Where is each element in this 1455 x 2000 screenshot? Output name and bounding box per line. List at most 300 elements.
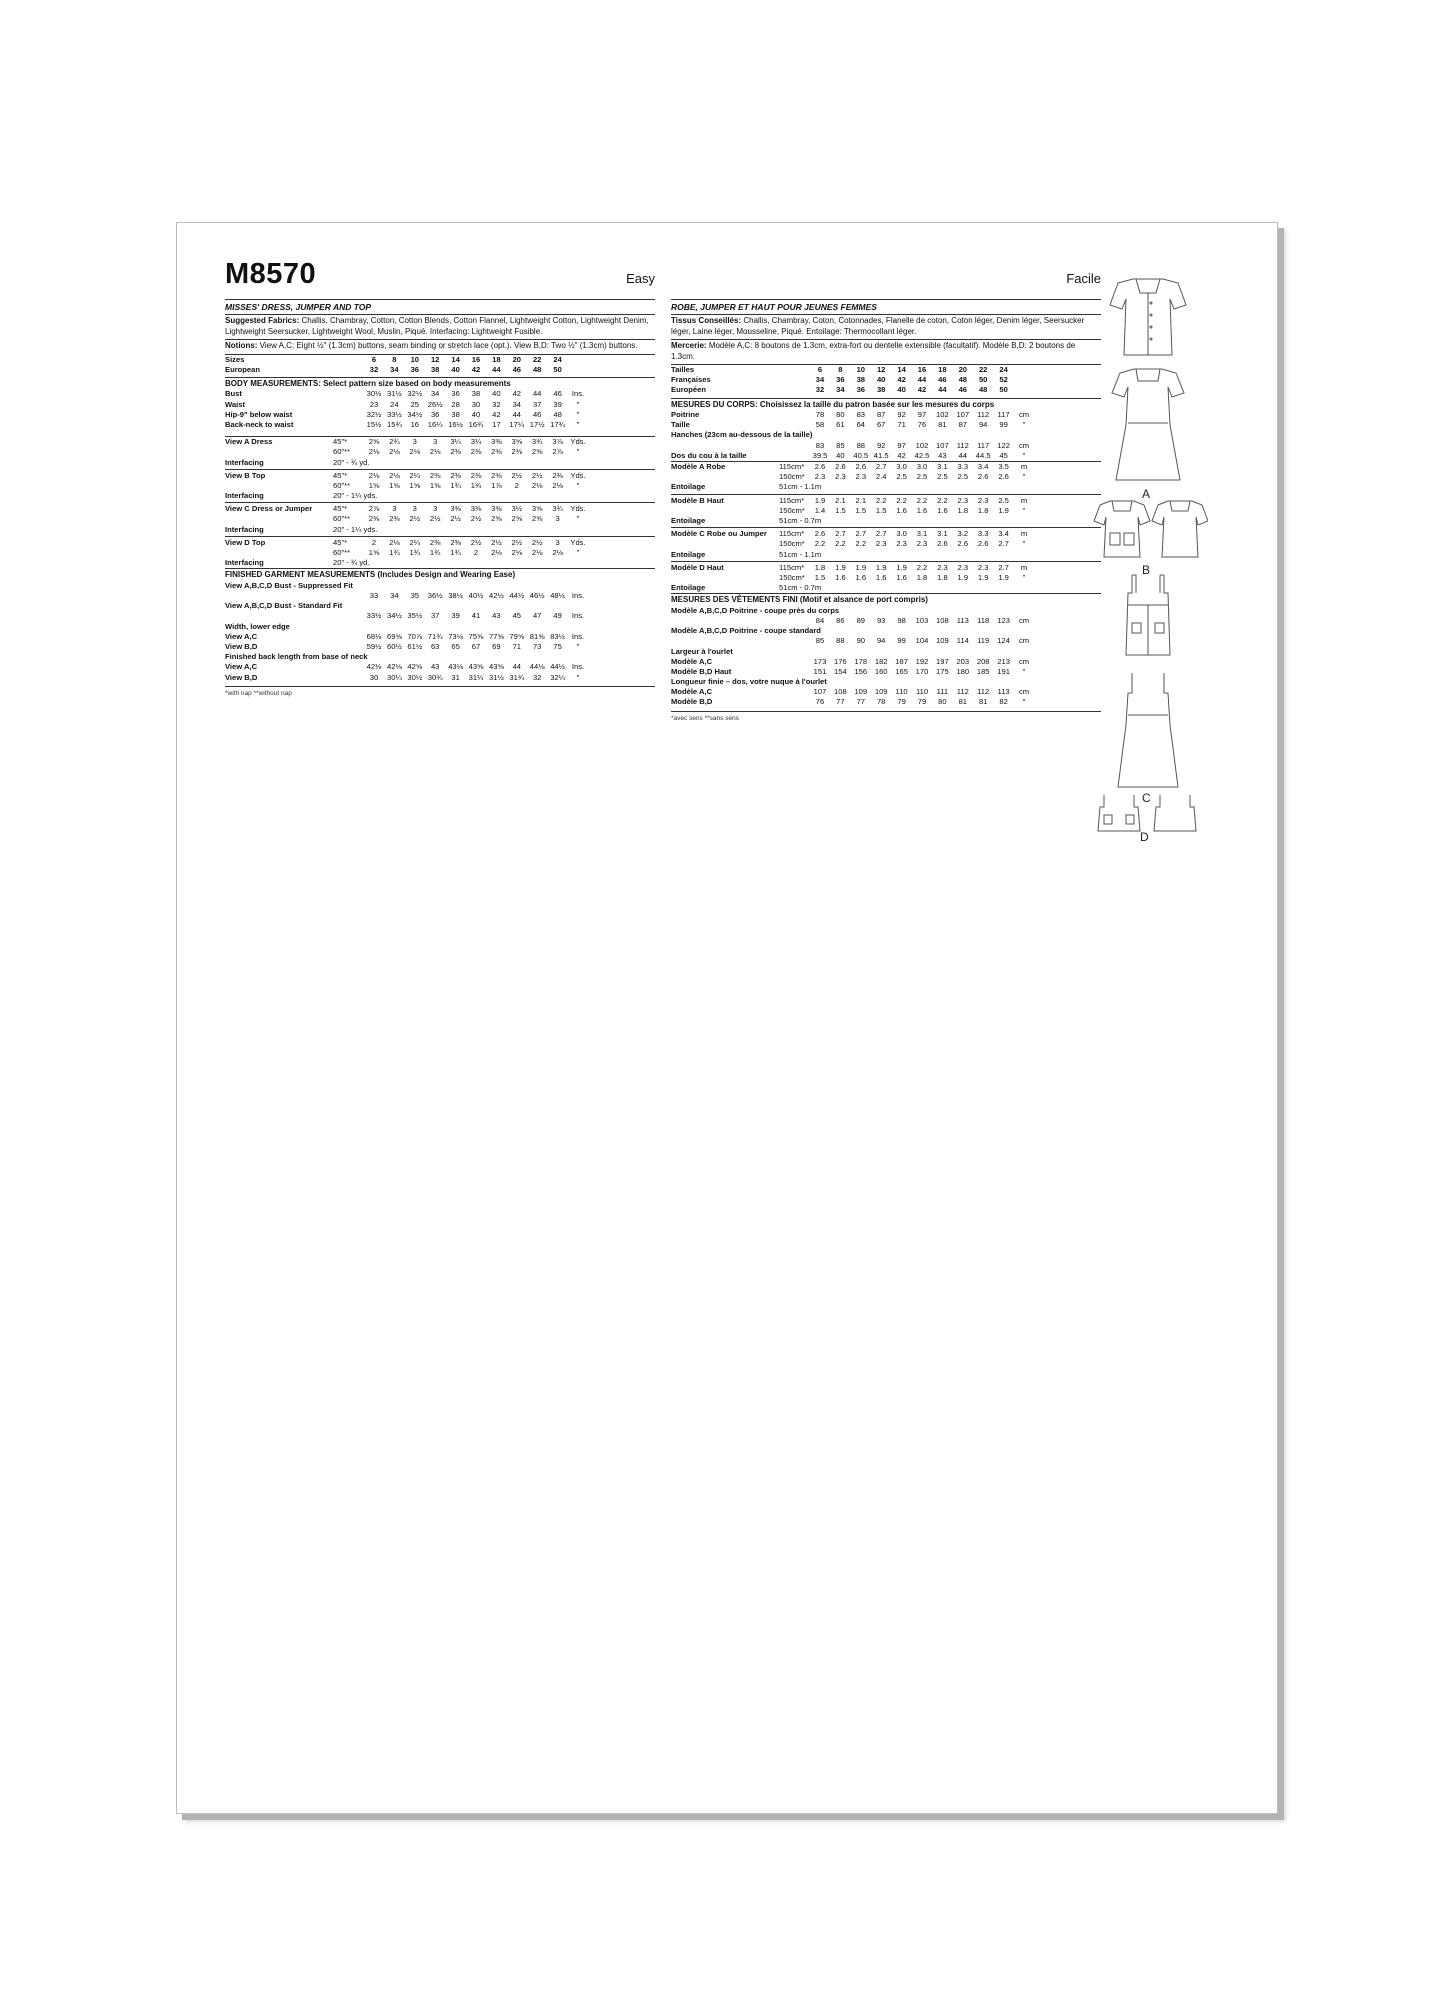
cell-value: 3 bbox=[555, 514, 560, 524]
cell-value: 44 bbox=[532, 389, 542, 399]
cell-value: 20 bbox=[512, 354, 522, 364]
cell-value: 156 bbox=[854, 666, 868, 676]
cell-value: 2⅝ bbox=[531, 447, 543, 457]
cell-value: 78 bbox=[815, 410, 825, 420]
cell-value: 46 bbox=[938, 375, 947, 385]
table-row bbox=[671, 420, 1101, 430]
cell-value: 20 bbox=[958, 365, 968, 374]
cell-value: 2⅛ bbox=[389, 537, 400, 547]
cell-value: 2⅛ bbox=[552, 480, 563, 490]
cell-value: 77⅝ bbox=[489, 631, 504, 641]
cell-value: 43⅝ bbox=[489, 662, 504, 672]
cell-value: 34 bbox=[430, 389, 440, 399]
cell-value: 3.1 bbox=[937, 529, 948, 539]
cell-value: 1¾ bbox=[470, 480, 482, 490]
cell-value: 2.2 bbox=[916, 495, 928, 505]
cell-value: 32 bbox=[532, 672, 542, 682]
cell-value: 1⅝ bbox=[368, 480, 380, 490]
cell-value: 3¼ bbox=[450, 437, 461, 447]
table-row bbox=[225, 514, 655, 524]
cell-value: 18 bbox=[492, 354, 501, 364]
cell-value: Ins. bbox=[571, 662, 585, 672]
cell-value: 36 bbox=[856, 385, 866, 395]
cell-value: 40 bbox=[897, 385, 906, 395]
cell-value: 71 bbox=[897, 420, 906, 430]
cell-value: 44.5 bbox=[975, 450, 991, 460]
cell-value: " bbox=[576, 399, 580, 409]
cell-value: 46 bbox=[958, 385, 968, 395]
view-label-d: D bbox=[1140, 830, 1149, 844]
cell-value: 94 bbox=[876, 636, 886, 646]
cell-value: 2⅝ bbox=[491, 514, 502, 524]
cell-value: 93 bbox=[876, 615, 886, 625]
cell-value: 76 bbox=[815, 697, 825, 707]
cell-value: 32 bbox=[492, 399, 501, 409]
cell-value: 47 bbox=[532, 611, 542, 621]
row-unit: 20" - 1¼ yds. bbox=[333, 491, 378, 501]
cell-value: 2⅛ bbox=[552, 548, 563, 557]
cell-value: 36 bbox=[410, 364, 420, 374]
table-row bbox=[671, 430, 1101, 440]
cell-value: 108 bbox=[936, 615, 949, 625]
cell-value: 22 bbox=[532, 354, 542, 364]
cell-value: 81⅝ bbox=[529, 631, 545, 641]
cell-value: 75⅝ bbox=[468, 631, 484, 641]
cell-value: 2.4 bbox=[875, 472, 887, 482]
cell-value: 3⅜ bbox=[491, 437, 502, 447]
cell-value: 50 bbox=[978, 375, 988, 385]
cell-value: 3 bbox=[412, 504, 417, 514]
cell-value: 3 bbox=[433, 504, 438, 514]
cell-value: 114 bbox=[956, 636, 969, 646]
body-measurements-table bbox=[225, 389, 655, 430]
cell-value: 2⅜ bbox=[450, 447, 461, 457]
cell-value: 16½ bbox=[448, 419, 463, 429]
cell-value: 2.6 bbox=[814, 529, 826, 539]
table-row bbox=[225, 491, 655, 501]
cell-value: 71¾ bbox=[427, 631, 443, 641]
cell-value: 102 bbox=[915, 440, 929, 450]
table-row bbox=[671, 616, 1101, 626]
cell-value: 84 bbox=[815, 615, 825, 625]
cell-value: 44 bbox=[938, 385, 947, 395]
cell-value: " bbox=[1022, 450, 1026, 460]
cell-value: 1.4 bbox=[814, 505, 826, 515]
cell-value: cm bbox=[1018, 440, 1030, 450]
cell-value: 50 bbox=[999, 385, 1008, 395]
cell-value: 41.5 bbox=[873, 450, 889, 460]
table-row bbox=[671, 375, 1101, 385]
row-label: View C Dress or Jumper bbox=[225, 504, 313, 514]
cell-value: 83 bbox=[856, 410, 866, 420]
cell-value: cm bbox=[1018, 410, 1030, 420]
cell-value: 2.3 bbox=[957, 495, 969, 505]
cell-value: 2½ bbox=[409, 514, 421, 524]
cell-value: 40½ bbox=[468, 591, 484, 601]
row-label: Modèle A,C bbox=[671, 687, 713, 697]
cell-value: 79⅝ bbox=[509, 631, 525, 641]
row-label: Modèle A,B,C,D Poitrine - coupe près du corps bbox=[671, 605, 840, 615]
cell-value: 3⅞ bbox=[552, 437, 563, 447]
cell-value: 71 bbox=[512, 642, 522, 651]
cell-value: 88 bbox=[856, 440, 866, 450]
cell-value: " bbox=[576, 409, 580, 419]
cell-value: 176 bbox=[834, 656, 847, 666]
row-label: Françaises bbox=[671, 375, 711, 385]
cell-value: 2.2 bbox=[835, 539, 846, 549]
cell-value: 2.3 bbox=[937, 562, 948, 572]
cell-value: " bbox=[1022, 539, 1026, 549]
cell-value: 40 bbox=[471, 409, 481, 419]
cell-value: 185 bbox=[976, 666, 990, 676]
cell-value: 2⅛ bbox=[511, 548, 523, 557]
cell-value: 187 bbox=[895, 656, 908, 666]
cell-value: 41 bbox=[471, 611, 481, 621]
table-row bbox=[671, 516, 1101, 526]
view-a-dress-back bbox=[1112, 369, 1184, 480]
cell-value: 2⅛ bbox=[491, 548, 502, 557]
cell-value: 43 bbox=[938, 450, 947, 460]
english-column bbox=[225, 258, 655, 697]
row-label: Interfacing bbox=[225, 558, 264, 568]
cell-value: 35 bbox=[410, 591, 420, 601]
row-unit: 20" - ¾ yd. bbox=[333, 558, 370, 568]
cell-value: 108 bbox=[834, 687, 847, 697]
table-row bbox=[225, 504, 655, 514]
cell-value: 112 bbox=[956, 440, 969, 450]
cell-value: 2.6 bbox=[814, 462, 826, 471]
finished-measurements-title-fr: MESURES DES VÊTEMENTS FINI (Motif et alsance de port compris) bbox=[671, 595, 928, 605]
cell-value: 102 bbox=[936, 410, 949, 420]
cell-value: 3⅜ bbox=[491, 504, 502, 514]
cell-value: 42⅛ bbox=[366, 662, 382, 672]
cell-value: " bbox=[576, 672, 580, 682]
row-unit: 45"* bbox=[333, 437, 348, 447]
cell-value: 89 bbox=[856, 615, 866, 625]
cell-value: 39.5 bbox=[812, 450, 828, 460]
cell-value: cm bbox=[1018, 656, 1030, 666]
table-row bbox=[225, 652, 655, 662]
row-unit: 115cm* bbox=[779, 529, 805, 539]
cell-value: 110 bbox=[895, 687, 908, 697]
cell-value: 16 bbox=[471, 354, 481, 364]
table-row bbox=[671, 365, 1101, 375]
cell-value: 24 bbox=[999, 365, 1008, 374]
cell-value: 44 bbox=[512, 409, 522, 419]
cell-value: 44 bbox=[958, 450, 968, 460]
cell-value: 36½ bbox=[427, 591, 443, 601]
cell-value: 38 bbox=[430, 364, 440, 374]
cell-value: 1.5 bbox=[835, 505, 846, 515]
row-label: Dos du cou à la taille bbox=[671, 450, 747, 460]
cell-value: 2.6 bbox=[977, 539, 989, 549]
finished-measurements-table bbox=[225, 581, 655, 683]
cell-value: 43⅝ bbox=[468, 662, 484, 672]
cell-value: 119 bbox=[977, 636, 990, 646]
cell-value: 88 bbox=[836, 636, 845, 646]
cell-value: 69 bbox=[492, 642, 501, 651]
cell-value: 69⅝ bbox=[387, 631, 402, 641]
cell-value: " bbox=[576, 514, 580, 524]
cell-value: 1.6 bbox=[835, 572, 846, 582]
cell-value: 86 bbox=[836, 615, 845, 625]
row-label: Européen bbox=[671, 385, 707, 395]
row-label: Width, lower edge bbox=[225, 621, 290, 631]
cell-value: 117 bbox=[997, 410, 1010, 420]
row-label: Entoilage bbox=[671, 482, 706, 492]
cell-value: 48 bbox=[978, 385, 988, 395]
cell-value: 107 bbox=[813, 687, 827, 697]
table-row bbox=[671, 677, 1101, 687]
cell-value: 49 bbox=[553, 611, 562, 621]
row-label: View B,D bbox=[225, 642, 258, 651]
cell-value: 170 bbox=[915, 666, 929, 676]
cell-value: 109 bbox=[854, 687, 868, 697]
size-table-fr bbox=[671, 365, 1101, 396]
cell-value: " bbox=[1022, 505, 1026, 515]
cell-value: 1.9 bbox=[875, 562, 887, 572]
cell-value: 1⅝ bbox=[409, 480, 421, 490]
cell-value: Ins. bbox=[571, 389, 585, 399]
cell-value: 33 bbox=[369, 591, 379, 601]
table-row bbox=[671, 506, 1101, 516]
body-measurements-title-fr: MESURES DU CORPS: Choisissez la taille du patron basée sur les mesures du corps bbox=[671, 399, 995, 409]
cell-value: 2 bbox=[371, 537, 377, 547]
cell-value: 12 bbox=[876, 365, 886, 374]
row-unit: 150cm* bbox=[779, 472, 805, 482]
cell-value: 1.6 bbox=[916, 505, 928, 515]
cell-value: 2.5 bbox=[896, 472, 907, 482]
cell-value: 32 bbox=[815, 385, 825, 395]
cell-value: 34 bbox=[390, 591, 399, 601]
cell-value: 113 bbox=[956, 615, 969, 625]
cell-value: 8 bbox=[392, 354, 397, 364]
finished-measurements-title: FINISHED GARMENT MEASUREMENTS (Includes Design and Wearing Ease) bbox=[225, 570, 516, 580]
cell-value: 67 bbox=[876, 420, 886, 430]
cell-value: 40 bbox=[451, 364, 460, 374]
cell-value: 30 bbox=[369, 672, 379, 682]
cell-value: 30½ bbox=[407, 672, 423, 682]
cell-value: 1.9 bbox=[814, 495, 826, 505]
table-row bbox=[225, 673, 655, 683]
cell-value: 8 bbox=[838, 365, 843, 374]
cell-value: 34 bbox=[512, 399, 522, 409]
cell-value: cm bbox=[1018, 615, 1030, 625]
cell-value: 180 bbox=[956, 666, 970, 676]
row-unit: 150cm* bbox=[779, 505, 805, 515]
cell-value: 109 bbox=[874, 687, 888, 697]
cell-value: 1.6 bbox=[855, 572, 867, 582]
pattern-title-fr: ROBE, JUMPER ET HAUT POUR JEUNES FEMMES bbox=[671, 302, 877, 312]
cell-value: 1.8 bbox=[977, 505, 989, 515]
table-row bbox=[225, 355, 655, 365]
row-unit: 20" - ¾ yd. bbox=[333, 457, 370, 467]
cell-value: 44⅛ bbox=[529, 662, 545, 672]
cell-value: 2.1 bbox=[835, 495, 846, 505]
cell-value: 2.3 bbox=[977, 495, 989, 505]
row-label: Back-neck to waist bbox=[225, 419, 294, 429]
cell-value: 42⅛ bbox=[387, 662, 402, 672]
row-label: Interfacing bbox=[225, 491, 264, 501]
cell-value: 48½ bbox=[550, 591, 565, 601]
cell-value: 87 bbox=[958, 420, 968, 430]
table-row bbox=[225, 558, 655, 568]
view-label-c: C bbox=[1142, 791, 1151, 805]
cell-value: 197 bbox=[936, 656, 949, 666]
cell-value: 1¾ bbox=[429, 548, 441, 557]
cell-value: 3 bbox=[433, 437, 438, 447]
cell-value: 2½ bbox=[429, 514, 441, 524]
cell-value: Yds. bbox=[570, 437, 586, 447]
cell-value: 3.4 bbox=[998, 529, 1009, 539]
cell-value: 1.9 bbox=[977, 572, 989, 582]
cell-value: 2.2 bbox=[814, 539, 826, 549]
row-label: Poitrine bbox=[671, 410, 700, 420]
cell-value: 2.2 bbox=[875, 495, 887, 505]
cell-value: 3.0 bbox=[896, 529, 907, 539]
row-label: Largeur à l'ourlet bbox=[671, 646, 733, 656]
view-b-top-back bbox=[1152, 501, 1208, 557]
cell-value: 2.6 bbox=[998, 472, 1009, 482]
cell-value: 165 bbox=[895, 666, 908, 676]
cell-value: 81 bbox=[958, 697, 968, 707]
row-unit: 45"* bbox=[333, 504, 348, 514]
cell-value: 46 bbox=[532, 409, 542, 419]
cell-value: 82 bbox=[999, 697, 1008, 707]
table-row bbox=[671, 667, 1101, 677]
cell-value: 178 bbox=[854, 656, 868, 666]
cell-value: 2⅜ bbox=[450, 537, 461, 547]
notions: Notions: View A,C: Eight ½" (1.3cm) buttons, seam binding or stretch lace (opt.). View B,D: Two ½" (1.3cm) buttons. bbox=[225, 341, 638, 350]
view-c-jumper-back bbox=[1118, 673, 1178, 787]
cell-value: 97 bbox=[917, 410, 927, 420]
cell-value: 107 bbox=[956, 410, 970, 420]
cell-value: 61 bbox=[836, 420, 845, 430]
cell-value: 3½ bbox=[511, 504, 523, 514]
cell-value: 3.3 bbox=[957, 462, 969, 471]
row-unit: 51cm - 1.1m bbox=[779, 482, 822, 492]
cell-value: 1.6 bbox=[875, 572, 887, 582]
row-label: Modèle A Robe bbox=[671, 462, 726, 471]
cell-value: 2½ bbox=[511, 470, 523, 480]
cell-value: 2.5 bbox=[957, 472, 969, 482]
cell-value: 42 bbox=[917, 385, 927, 395]
cell-value: 2⅝ bbox=[368, 437, 380, 447]
cell-value: 1.6 bbox=[896, 505, 907, 515]
cell-value: " bbox=[1022, 572, 1026, 582]
cell-value: 38 bbox=[856, 375, 866, 385]
row-unit: 45"* bbox=[333, 470, 348, 480]
row-label: Finished back length from base of neck bbox=[225, 652, 368, 662]
cell-value: 40.5 bbox=[853, 450, 869, 460]
cell-value: 44 bbox=[512, 662, 522, 672]
cell-value: 50 bbox=[553, 364, 562, 374]
cell-value: 61½ bbox=[407, 642, 423, 651]
row-label: Modèle C Robe ou Jumper bbox=[671, 529, 767, 539]
row-label: View B,D bbox=[225, 672, 258, 682]
pattern-code: M8570 bbox=[225, 258, 317, 290]
cell-value: 2.5 bbox=[916, 472, 928, 482]
cell-value: 3.3 bbox=[977, 529, 989, 539]
row-unit: 115cm* bbox=[779, 495, 805, 505]
row-unit: 150cm* bbox=[779, 572, 805, 582]
cell-value: 2⅝ bbox=[531, 514, 543, 524]
cell-value: 2⅜ bbox=[368, 514, 380, 524]
cell-value: 1.8 bbox=[937, 572, 948, 582]
cell-value: 175 bbox=[936, 666, 949, 676]
cell-value: 2.2 bbox=[937, 495, 948, 505]
cell-value: 2.3 bbox=[814, 472, 826, 482]
suggested-fabrics-fr: Tissus Conseillés: Challis, Chambray, Coton, Cotonnades, Flanelle de coton, Coton léger, Denim léger, Seersucker léger, Laine léger, Mousseline, Piqué. Entoilage: Thermocollant léger. bbox=[671, 316, 1085, 336]
cell-value: 1.8 bbox=[814, 562, 826, 572]
cell-value: 107 bbox=[936, 440, 949, 450]
cell-value: 1⅞ bbox=[491, 480, 502, 490]
cell-value: 44 bbox=[917, 375, 927, 385]
cell-value: 14 bbox=[451, 354, 460, 364]
table-row bbox=[225, 538, 655, 548]
cell-value: 1.6 bbox=[937, 505, 948, 515]
header-fr bbox=[671, 265, 1101, 299]
finished-measurements-table-fr bbox=[671, 606, 1101, 708]
cell-value: 63 bbox=[430, 642, 440, 651]
cell-value: 1¾ bbox=[409, 548, 421, 557]
cell-value: 42 bbox=[492, 409, 501, 419]
cell-value: 67 bbox=[471, 642, 481, 651]
cell-value: 26½ bbox=[427, 399, 443, 409]
cell-value: 2.3 bbox=[977, 562, 989, 572]
cell-value: 213 bbox=[997, 656, 1010, 666]
view-b-top-front bbox=[1094, 501, 1150, 557]
table-row bbox=[225, 481, 655, 491]
table-row bbox=[671, 697, 1101, 707]
cell-value: 17¾ bbox=[550, 419, 565, 429]
cell-value: 99 bbox=[897, 636, 906, 646]
cell-value: 109 bbox=[936, 636, 949, 646]
difficulty-level: Easy bbox=[626, 271, 655, 286]
table-row bbox=[225, 611, 655, 621]
row-label: Waist bbox=[225, 399, 245, 409]
notions-fr: Mercerie: Modèle A,C: 8 boutons de 1.3cm, extra-fort ou dentelle extensible (facultatif). Modèle B,D: 2 boutons de 1.3cm. bbox=[671, 341, 1076, 361]
cell-value: 99 bbox=[999, 420, 1008, 430]
cell-value: " bbox=[1022, 666, 1026, 676]
cell-value: 79 bbox=[897, 697, 906, 707]
cell-value: 37 bbox=[532, 399, 542, 409]
row-label: Modèle B,D bbox=[671, 697, 713, 707]
cell-value: 2⅛ bbox=[531, 480, 543, 490]
cell-value: 42 bbox=[897, 375, 906, 385]
cell-value: 17 bbox=[492, 419, 501, 429]
cell-value: m bbox=[1020, 462, 1028, 471]
french-column bbox=[671, 265, 1101, 722]
cell-value: 38½ bbox=[448, 591, 463, 601]
cell-value: 2⅜ bbox=[552, 470, 563, 480]
yardage-table bbox=[225, 437, 655, 568]
cell-value: 36 bbox=[836, 375, 845, 385]
cell-value: 111 bbox=[936, 687, 949, 697]
cell-value: 32½ bbox=[366, 409, 382, 419]
cell-value: m bbox=[1020, 562, 1028, 572]
cell-value: " bbox=[576, 447, 580, 457]
cell-value: 16 bbox=[917, 365, 927, 374]
table-row bbox=[671, 636, 1101, 646]
cell-value: 2½ bbox=[531, 537, 543, 547]
cell-value: 3.1 bbox=[916, 529, 928, 539]
cell-value: 48 bbox=[553, 409, 562, 419]
row-label: Hanches (23cm au-dessous de la taille) bbox=[671, 430, 813, 440]
cell-value: " bbox=[576, 419, 580, 429]
cell-value: 2.7 bbox=[998, 539, 1009, 549]
cell-value: 37 bbox=[430, 611, 440, 621]
